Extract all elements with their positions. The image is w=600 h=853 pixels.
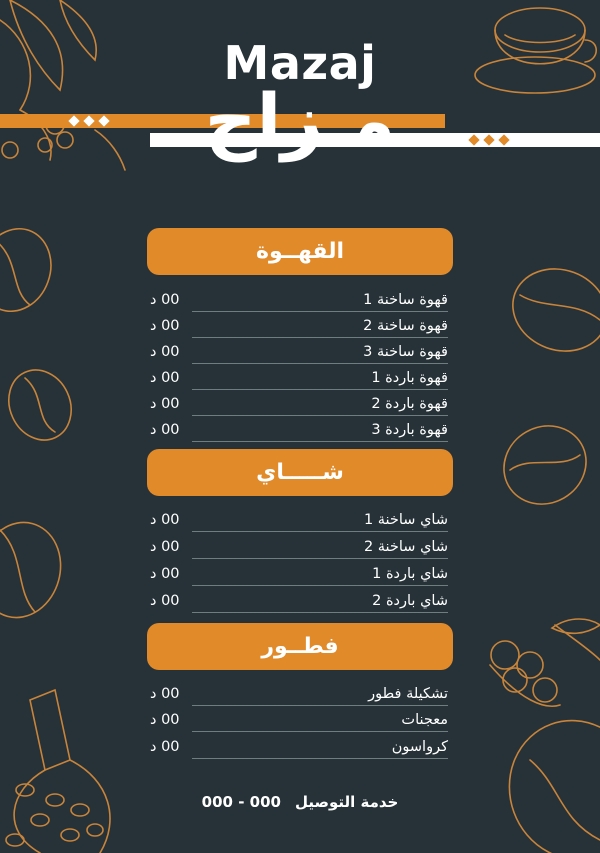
item-divider bbox=[192, 585, 448, 586]
item-divider bbox=[192, 731, 448, 732]
brand-name-latin: Mazaj bbox=[223, 36, 377, 90]
item-price: 00 د bbox=[150, 686, 180, 702]
item-divider bbox=[192, 415, 448, 416]
menu-item bbox=[150, 314, 448, 338]
menu-item bbox=[150, 562, 448, 586]
item-price: 00 د bbox=[150, 539, 180, 555]
item-price: 00 د bbox=[150, 566, 180, 582]
menu-item bbox=[150, 418, 448, 442]
menu-item bbox=[150, 708, 448, 732]
menu-item bbox=[150, 340, 448, 364]
coffee-bean-icon bbox=[490, 411, 600, 519]
item-divider bbox=[192, 441, 448, 442]
item-name: قهوة ساخنة 2 bbox=[363, 318, 448, 334]
delivery-footer bbox=[0, 793, 600, 811]
coffee-bean-icon bbox=[0, 360, 82, 451]
section-header-coffee: القهــوة bbox=[147, 228, 453, 275]
coffee-bean-icon bbox=[501, 256, 600, 364]
menu-item bbox=[150, 392, 448, 416]
item-name: قهوة ساخنة 1 bbox=[363, 292, 448, 308]
item-name: شاي ساخنة 2 bbox=[363, 539, 448, 555]
item-divider bbox=[192, 311, 448, 312]
coffee-bean-icon bbox=[0, 513, 71, 626]
item-divider bbox=[192, 758, 448, 759]
menu-item bbox=[150, 589, 448, 613]
item-name: شاي ساخنة 1 bbox=[363, 512, 448, 528]
delivery-label: خدمة التوصيل bbox=[294, 793, 399, 811]
item-price: 00 د bbox=[150, 292, 180, 308]
item-divider bbox=[192, 705, 448, 706]
coffee-bean-icon bbox=[490, 702, 600, 853]
item-name: قهوة باردة 2 bbox=[371, 396, 448, 412]
item-price: 00 د bbox=[150, 512, 180, 528]
menu-item bbox=[150, 735, 448, 759]
item-price: 00 د bbox=[150, 344, 180, 360]
item-price: 00 د bbox=[150, 396, 180, 412]
item-price: 00 د bbox=[150, 712, 180, 728]
item-name: قهوة باردة 1 bbox=[371, 370, 448, 386]
menu-item bbox=[150, 508, 448, 532]
item-name: شاي باردة 2 bbox=[372, 593, 448, 609]
coffee-branch-icon bbox=[490, 619, 600, 706]
item-name: معجنات bbox=[401, 712, 448, 728]
item-price: 00 د bbox=[150, 739, 180, 755]
coffee-bean-icon bbox=[0, 219, 62, 322]
item-price: 00 د bbox=[150, 370, 180, 386]
item-name: شاي باردة 1 bbox=[372, 566, 448, 582]
item-price: 00 د bbox=[150, 318, 180, 334]
item-divider bbox=[192, 389, 448, 390]
section-header-tea: شـــــاي bbox=[147, 449, 453, 496]
coffee-scoop-icon bbox=[6, 690, 110, 853]
item-name: قهوة ساخنة 3 bbox=[363, 344, 448, 360]
menu-item bbox=[150, 366, 448, 390]
item-name: قهوة باردة 3 bbox=[371, 422, 448, 438]
item-divider bbox=[192, 531, 448, 532]
item-divider bbox=[192, 612, 448, 613]
menu-item bbox=[150, 682, 448, 706]
brand-name-arabic: مـزاج bbox=[204, 78, 396, 162]
item-price: 00 د bbox=[150, 593, 180, 609]
delivery-phone: 000 - 000 bbox=[201, 793, 281, 811]
item-divider bbox=[192, 363, 448, 364]
menu-item bbox=[150, 535, 448, 559]
item-price: 00 د bbox=[150, 422, 180, 438]
item-name: تشكيلة فطور bbox=[368, 686, 448, 702]
menu-item bbox=[150, 288, 448, 312]
item-divider bbox=[192, 337, 448, 338]
item-divider bbox=[192, 558, 448, 559]
section-header-breakfast: فطــور bbox=[147, 623, 453, 670]
item-name: كرواسون bbox=[391, 739, 448, 755]
